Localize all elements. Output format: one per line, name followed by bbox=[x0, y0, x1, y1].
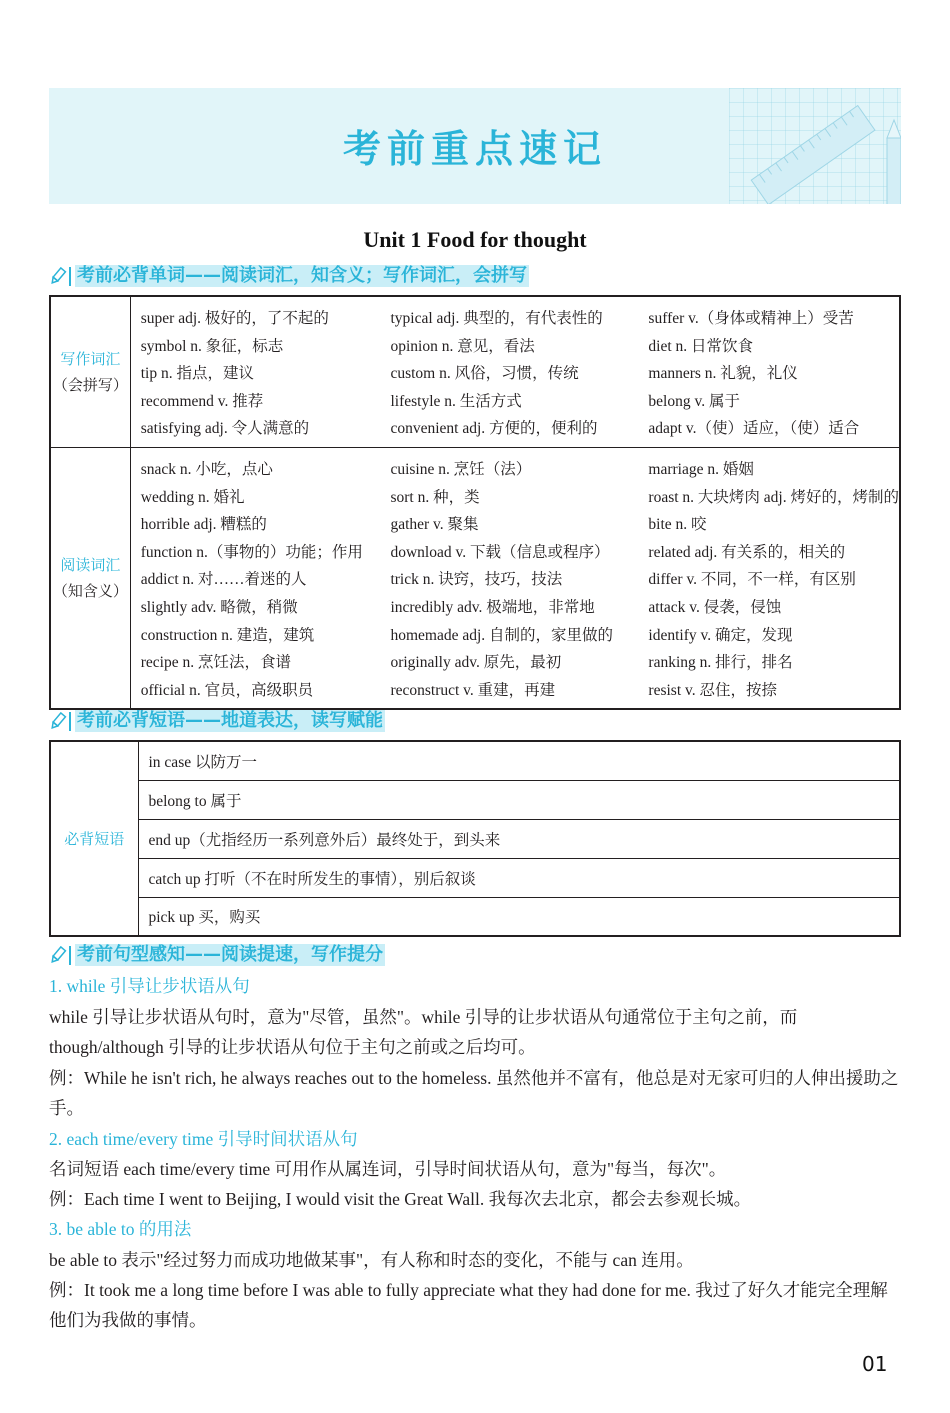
vocab-entry: recommend v. 推荐 bbox=[140, 392, 264, 410]
phrase-row bbox=[50, 819, 900, 858]
vocab-entry: recipe n. 烹饪法，食谱 bbox=[140, 654, 291, 672]
grammar-point-1-body: while 引导让步状语从句时，意为"尽管，虽然"。while 引导的让步状语从句通常位于主句之前，而 though/although 引导的让步状语从句位于主句之前或之后均可。 bbox=[49, 1007, 798, 1057]
page-number: 01 bbox=[862, 1352, 888, 1376]
vocabulary-table bbox=[49, 295, 901, 710]
vocab-entry: incredibly adv. 极端地，非常地 bbox=[390, 598, 595, 616]
vocab-entry: ranking n. 排行，排名 bbox=[648, 654, 793, 672]
vocab-entry: convenient adj. 方便的，便利的 bbox=[390, 420, 598, 438]
vocab-entry: trick n. 诀窍，技巧，技法 bbox=[390, 571, 563, 589]
vocab-entry: adapt v.（使）适应，（使）适合 bbox=[648, 420, 860, 438]
vocab-entry: lifestyle n. 生活方式 bbox=[390, 392, 522, 410]
pencil-icon bbox=[49, 711, 67, 731]
reading-vocab-col-3 bbox=[638, 447, 900, 709]
writing-vocab-title: 写作词汇 bbox=[60, 349, 121, 368]
reading-vocab-col-1 bbox=[130, 447, 380, 709]
vocab-entry: custom n. 风俗，习惯，传统 bbox=[390, 365, 579, 383]
vocab-entry: roast n. 大块烤肉 adj. 烤好的，烤制的 bbox=[648, 488, 899, 506]
vocab-entry: resist v. 忍住，按捺 bbox=[648, 681, 778, 699]
phrase-row bbox=[50, 858, 900, 897]
vocab-entry: construction n. 建造，建筑 bbox=[140, 626, 315, 644]
grammar-point-1-example: 例：While he isn't rich, he always reaches out to the homeless. 虽然他并不富有，他总是对无家可归的人伸出援助之手。 bbox=[49, 1068, 899, 1118]
section-heading-text: 考前必背短语——地道表达，读写赋能 bbox=[77, 710, 383, 731]
section-heading-text: 考前句型感知——阅读提速，写作提分 bbox=[77, 944, 383, 965]
section-heading-text: 考前必背单词——阅读词汇，知含义；写作词汇，会拼写 bbox=[77, 265, 527, 286]
vocab-entry: addict n. 对……着迷的人 bbox=[140, 571, 307, 589]
writing-vocab-row bbox=[50, 296, 900, 447]
reading-vocab-subtitle: （知含义） bbox=[52, 582, 128, 601]
pencil-icon bbox=[49, 266, 67, 286]
vocab-entry: opinion n. 意见，看法 bbox=[390, 337, 535, 355]
phrase-row bbox=[50, 780, 900, 819]
phrases-table bbox=[49, 740, 901, 937]
pencil-icon bbox=[49, 945, 67, 965]
writing-vocab-col-3 bbox=[638, 296, 900, 447]
vocab-entry: typical adj. 典型的，有代表性的 bbox=[390, 310, 603, 327]
vocab-entry: diet n. 日常饮食 bbox=[648, 337, 754, 355]
grammar-point-3-example: 例：It took me a long time before I was able to fully appreciate what they had done for me. 我过了好久才能完全理解他们为我做的事情。 bbox=[49, 1280, 888, 1330]
grammar-point-2-title: 2. each time/every time 引导时间状语从句 bbox=[49, 1129, 358, 1149]
vocab-entry: slightly adv. 略微，稍微 bbox=[140, 598, 298, 616]
phrase-row bbox=[50, 741, 900, 780]
vocab-entry: marriage n. 婚姻 bbox=[648, 460, 754, 478]
vocab-entry: belong v. 属于 bbox=[648, 392, 740, 410]
vocab-entry: suffer v.（身体或精神上）受苦 bbox=[648, 310, 854, 327]
grammar-point-1-title: 1. while 引导让步状语从句 bbox=[49, 976, 250, 996]
vocab-entry: related adj. 有关系的，相关的 bbox=[648, 543, 846, 561]
vocab-entry: manners n. 礼貌，礼仪 bbox=[648, 365, 798, 383]
grammar-point-2-example: 例：Each time I went to Beijing, I would visit the Great Wall. 我每次去北京，都会去参观长城。 bbox=[49, 1189, 752, 1209]
vocab-entry: download v. 下载（信息或程序） bbox=[390, 543, 610, 561]
reading-vocab-title: 阅读词汇 bbox=[60, 556, 121, 575]
writing-vocab-subtitle: （会拼写） bbox=[52, 375, 128, 394]
vocab-entry: gather v. 聚集 bbox=[390, 516, 479, 534]
vocab-entry: cuisine n. 烹饪（法） bbox=[390, 460, 532, 478]
vocab-entry: differ v. 不同，不一样，有区别 bbox=[648, 571, 856, 589]
phrase-item: catch up 打听（不在时所发生的事情），别后叙谈 bbox=[138, 858, 900, 897]
writing-vocab-col-1 bbox=[130, 296, 380, 447]
phrase-item: pick up 买，购买 bbox=[148, 909, 261, 927]
grammar-point-3-title: 3. be able to 的用法 bbox=[49, 1219, 192, 1239]
phrase-item: end up（尤指经历一系列意外后）最终处于，到头来 bbox=[138, 819, 900, 858]
reading-vocab-label bbox=[50, 447, 130, 709]
phrase-item: belong to 属于 bbox=[138, 780, 900, 819]
phrase-row bbox=[50, 897, 900, 936]
vocab-entry: symbol n. 象征，标志 bbox=[140, 337, 284, 355]
vocab-entry: bite n. 咬 bbox=[648, 516, 707, 534]
section-heading-sentences bbox=[49, 943, 385, 967]
vocab-entry: attack v. 侵袭，侵蚀 bbox=[648, 598, 782, 616]
grammar-point-3-body: be able to 表示"经过努力而成功地做某事"，有人称和时态的变化，不能与 can 连用。 bbox=[49, 1250, 694, 1270]
phrase-item: in case 以防万一 bbox=[138, 741, 900, 780]
vocab-entry: function n.（事物的）功能；作用 bbox=[140, 543, 363, 561]
vocab-entry: tip n. 指点，建议 bbox=[140, 365, 254, 383]
vocab-entry: super adj. 极好的，了不起的 bbox=[140, 310, 329, 327]
unit-title: Unit 1 Food for thought bbox=[363, 227, 587, 252]
vocab-entry: official n. 官员，高级职员 bbox=[140, 681, 314, 699]
reading-vocab-row bbox=[50, 447, 900, 709]
section-heading-phrases bbox=[49, 709, 385, 733]
vocab-entry: horrible adj. 糟糕的 bbox=[140, 516, 267, 534]
vocab-entry: satisfying adj. 令人满意的 bbox=[140, 420, 310, 438]
grammar-point-2-body: 名词短语 each time/every time 可用作从属连词，引导时间状语从句，意为"每当，每次"。 bbox=[49, 1159, 727, 1179]
vocab-entry: snack n. 小吃，点心 bbox=[140, 460, 273, 478]
header-banner bbox=[49, 88, 901, 204]
vocab-entry: identify v. 确定，发现 bbox=[648, 626, 793, 644]
vocab-entry: originally adv. 原先，最初 bbox=[390, 654, 562, 672]
vocab-entry: reconstruct v. 重建，再建 bbox=[390, 681, 556, 699]
vocab-entry: wedding n. 婚礼 bbox=[140, 488, 245, 506]
vocab-entry: sort n. 种，类 bbox=[390, 488, 480, 506]
phrases-label: 必背短语 bbox=[50, 741, 138, 936]
banner-title: 考前重点速记 bbox=[342, 127, 607, 171]
writing-vocab-label bbox=[50, 296, 130, 447]
writing-vocab-col-2 bbox=[380, 296, 638, 447]
reading-vocab-col-2 bbox=[380, 447, 638, 709]
vocab-entry: homemade adj. 自制的，家里做的 bbox=[390, 626, 614, 644]
section-heading-words bbox=[49, 264, 529, 288]
